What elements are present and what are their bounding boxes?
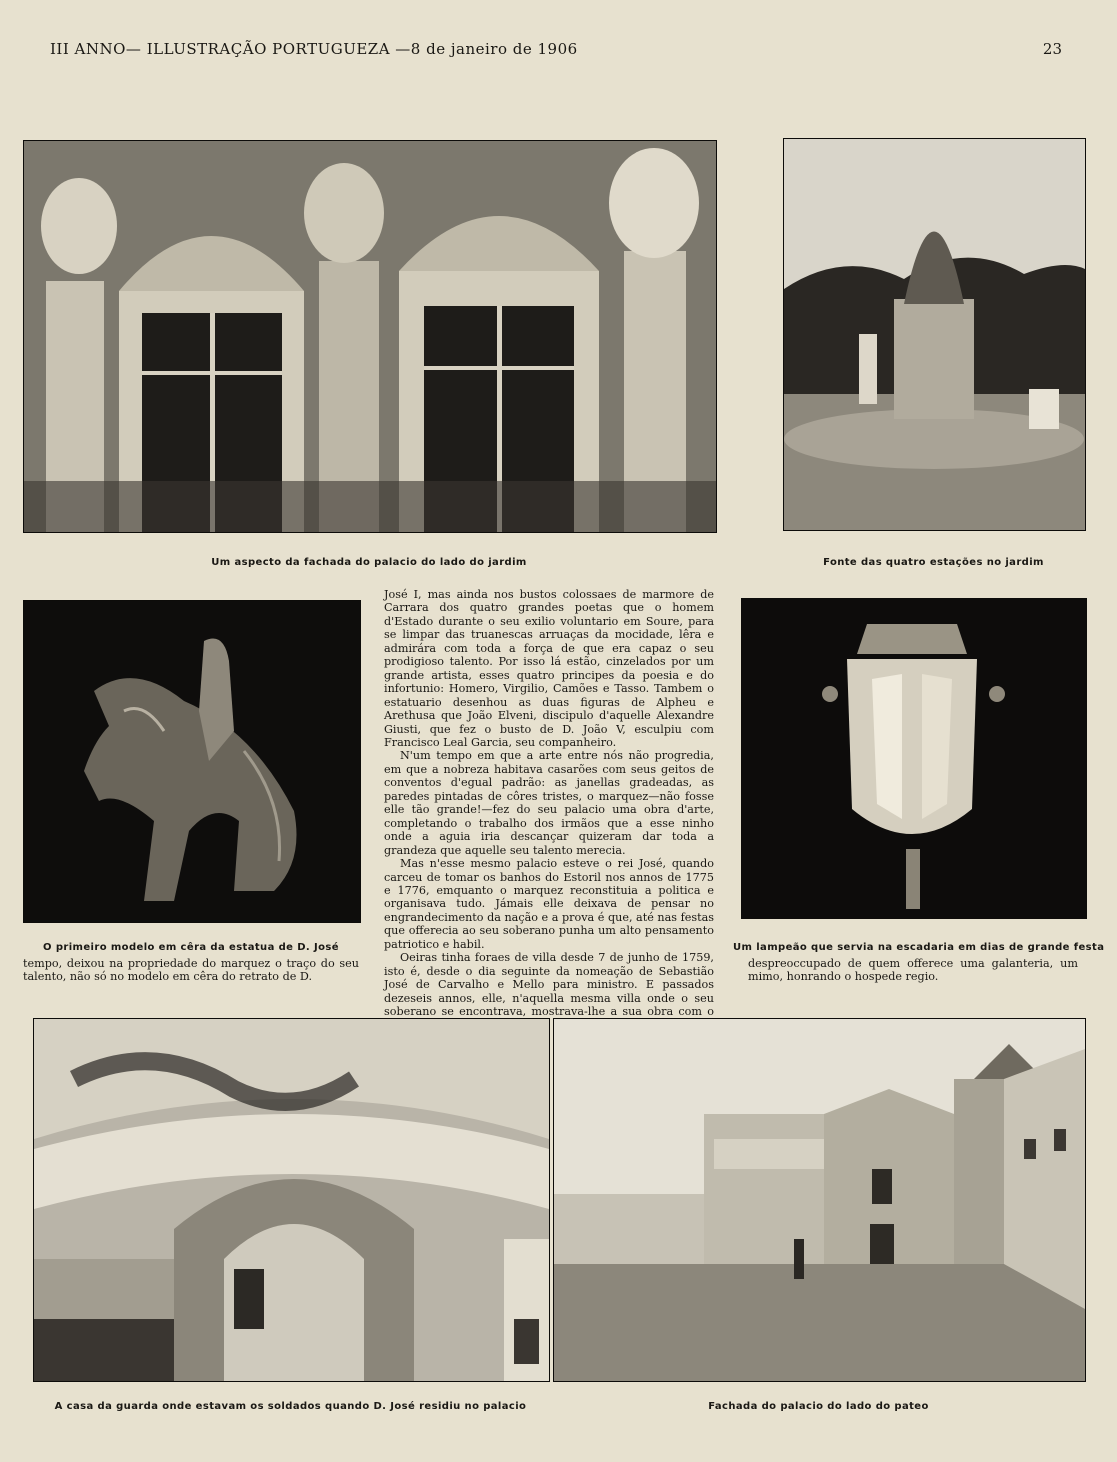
photo-wax-model-statue bbox=[23, 600, 361, 923]
caption-fountain: Fonte das quatro estações no jardim bbox=[823, 557, 1044, 568]
article-paragraph-2: N'um tempo em que a arte entre nós não progredia, em que a nobreza habitava casarões com seus geitos de conventos d'egual padrão: as janellas gradeadas, as paredes pintadas de côres tristes, o marquez—não fosse elle tão grande!—fez do seu palacio uma obra d'arte, completando o trabalho dos irmãos que a esse ninho onde a aguia iria descançar quizeram dar toda a grandeza que aquelle seu talento merecia. bbox=[384, 749, 714, 857]
photo-lantern bbox=[741, 598, 1087, 919]
article-paragraph-4: Oeiras tinha foraes de villa desde 7 de junho de 1759, isto é, desde o dia seguinte da nomeação de Sebastião José de Carvalho e Mello para ministro. E passados dezeseis annos, elle, n'aquella mesma villa onde o seu soberano se encontrava, mostrava-lhe a sua obra com o bbox=[384, 951, 714, 1019]
page-header bbox=[50, 40, 1070, 64]
masthead: III ANNO— ILLUSTRAÇÃO PORTUGUEZA —8 de janeiro de 1906 bbox=[50, 40, 578, 58]
article-right-tail: despreoccupado de quem offerece uma galanteria, um mimo, honrando o hospede regio. bbox=[748, 957, 1078, 984]
caption-facade-courtyard-side: Fachada do palacio do lado do pateo bbox=[708, 1401, 929, 1412]
page-number: 23 bbox=[1042, 40, 1062, 58]
caption-lantern: Um lampeão que servia na escadaria em dias de grande festa bbox=[733, 942, 1105, 953]
caption-guard-house: A casa da guarda onde estavam os soldados quando D. José residiu no palacio bbox=[54, 1401, 527, 1412]
article-left-tail: tempo, deixou na propriedade do marquez o traço do seu talento, não só no modelo em cêra do retrato de D. bbox=[23, 957, 359, 984]
article-paragraph-3: Mas n'esse mesmo palacio esteve o rei José, quando carceu de tomar os banhos do Estoril nos annos de 1775 e 1776, emquanto o marquez reconstituia a politica e organisava tudo. Jámais elle deixava de pensar no engrandecimento da nação e a prova é que, até nas festas que offerecia ao seu soberano punha um alto pensamento patriotico e habil. bbox=[384, 857, 714, 951]
caption-wax-model: O primeiro modelo em cêra da estatua de D. José bbox=[43, 942, 339, 953]
photo-facade-courtyard-side bbox=[553, 1018, 1086, 1382]
photo-fountain-four-seasons bbox=[783, 138, 1086, 531]
caption-facade-garden-side: Um aspecto da fachada do palacio do lado do jardim bbox=[211, 557, 527, 568]
photo-facade-garden-side bbox=[23, 140, 717, 533]
photo-guard-house bbox=[33, 1018, 550, 1382]
article-paragraph-1: José I, mas ainda nos bustos colossaes de marmore de Carrara dos quatro grandes poetas que o homem d'Estado durante o seu exilio voluntario em Soure, para se limpar das truanescas arruaças da mocidade, lêra e admirára com toda a força de que era capaz o seu prodigioso talento. Por isso lá estão, cinzelados por um grande artista, esses quatro principes da poesia e do infortunio: Homero, Virgilio, Camões e Tasso. Tambem o estatuario desenhou as duas figuras de Alpheu e Arethusa que João Elveni, discipulo d'aquelle Alexandre Giusti, que fez o busto de D. João V, esculpiu com Francisco Leal Garcia, seu companheiro. bbox=[384, 588, 714, 749]
article-center-column bbox=[384, 588, 714, 1032]
